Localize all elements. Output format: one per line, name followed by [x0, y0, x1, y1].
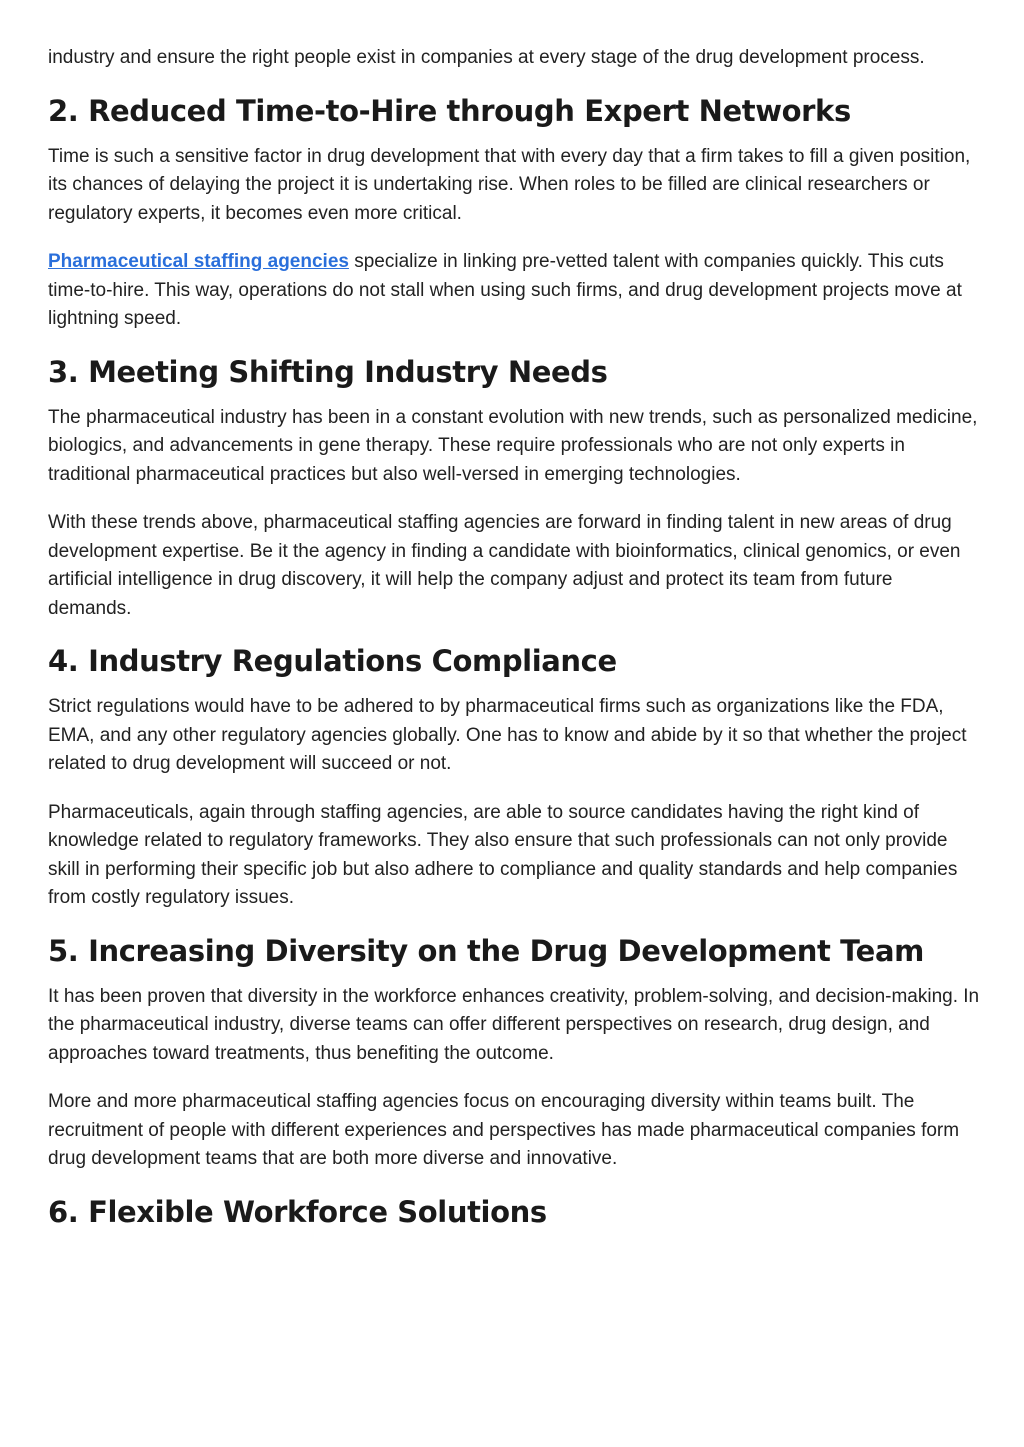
paragraph: More and more pharmaceutical staffing agencies focus on encouraging diversity within teams built. The recruitment of people with different experiences and perspectives has made pharmaceutical companies form drug development teams that are both more diverse and innovative. [48, 1091, 960, 1169]
paragraph-text: specialize in linking pre-vetted talent with companies quickly. This cuts time-to-hire. This way, operations do not stall when using such firms, and drug development projects move at lightning speed. [48, 251, 962, 329]
paragraph: With these trends above, pharmaceutical staffing agencies are forward in finding talent in new areas of drug development expertise. Be it the agency in finding a candidate with bioinformatics, clinical genomics, or even artificial intelligence in drug discovery, it will help the company adjust and protect its team from future demands. [48, 512, 961, 619]
paragraph-with-link [48, 248, 980, 334]
section-heading-regulations-compliance: 4. Industry Regulations Compliance [48, 644, 617, 678]
document-page [48, 44, 980, 1244]
paragraph: Time is such a sensitive factor in drug development that with every day that a firm takes to fill a given position, its chances of delaying the project it is undertaking rise. When roles to be filled are clinical researchers or regulatory experts, it becomes even more critical. [48, 145, 971, 224]
section-heading-diversity: 5. Increasing Diversity on the Drug Development Team [48, 933, 924, 968]
section-heading-industry-needs: 3. Meeting Shifting Industry Needs [48, 354, 608, 389]
paragraph: Strict regulations would have to be adhered to by pharmaceutical firms such as organizations like the FDA, EMA, and any other regulatory agencies globally. One has to know and abide by it so that whether the project related to drug development will succeed or not. [48, 696, 967, 774]
paragraph: The pharmaceutical industry has been in a constant evolution with new trends, such as personalized medicine, biologics, and advancements in gene therapy. These require professionals who are not only experts in traditional pharmaceutical practices but also well-versed in emerging technologies. [48, 406, 978, 485]
paragraph: It has been proven that diversity in the workforce enhances creativity, problem-solving, and decision-making. In the pharmaceutical industry, diverse teams can offer different perspectives on research, drug design, and approaches toward treatments, thus benefiting the outcome. [48, 985, 980, 1064]
intro-paragraph: industry and ensure the right people exist in companies at every stage of the drug development process. [48, 47, 925, 68]
paragraph: Pharmaceuticals, again through staffing agencies, are able to source candidates having the right kind of knowledge related to regulatory frameworks. They also ensure that such professionals can not only provide skill in performing their specific job but also adhere to compliance and quality standards and help companies from costly regulatory issues. [48, 801, 958, 908]
section-heading-flexible-workforce: 6. Flexible Workforce Solutions [48, 1194, 547, 1229]
pharmaceutical-staffing-agencies-link[interactable]: Pharmaceutical staffing agencies [48, 251, 349, 272]
section-heading-time-to-hire: 2. Reduced Time-to-Hire through Expert Networks [48, 93, 851, 128]
